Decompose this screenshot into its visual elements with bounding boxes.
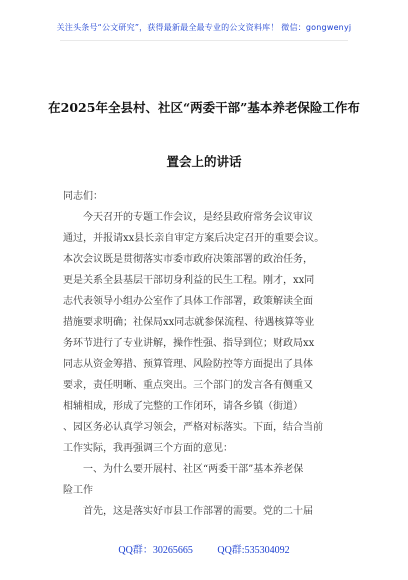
body-line: 同志们： bbox=[63, 191, 103, 202]
body-line: 、园区务必认真学习领会，严格对标落实。下面，结合当前 bbox=[63, 422, 323, 433]
speech-body bbox=[63, 186, 347, 522]
body-line: 同志从资金筹措、预算管理、风险防控等方面提出了具体 bbox=[63, 359, 313, 370]
footer-qq-group-1: QQ群：30265665 bbox=[118, 545, 193, 556]
body-line: 今天召开的专题工作会议，是经县政府常务会议审议 bbox=[63, 212, 313, 223]
footer-contact bbox=[0, 541, 408, 556]
body-line: 要求，责任明晰、重点突出。三个部门的发言各有侧重又 bbox=[63, 380, 313, 391]
body-line: 工作实际，我再强调三个方面的意见： bbox=[63, 443, 233, 454]
header-banner: 关注头条号“公文研究”，获得最新最全最专业的公文资料库！ 微信：gongwenyj bbox=[56, 23, 352, 32]
body-line: 一、为什么要开展村、社区“两委干部”基本养老保 bbox=[63, 464, 304, 475]
body-line: 措施要求明确；社保局xx同志就参保流程、待遇核算等业 bbox=[63, 317, 315, 328]
body-line: 首先，这是落实好市县工作部署的需要。党的二十届 bbox=[63, 506, 313, 517]
body-line: 本次会议既是贯彻落实市委市政府决策部署的政治任务， bbox=[63, 254, 313, 265]
footer-qq-group-2: QQ群:535304092 bbox=[217, 545, 290, 556]
body-line: 险工作 bbox=[63, 485, 93, 496]
document-title-line-1: 在2025年全县村、社区“两委干部”基本养老保险工作布 bbox=[48, 100, 360, 115]
header-divider bbox=[60, 40, 348, 41]
body-line: 志代表领导小组办公室作了具体工作部署，政策解读全面 bbox=[63, 296, 313, 307]
body-line: 相辅相成，形成了完整的工作闭环，请各乡镇（街道） bbox=[63, 401, 303, 412]
document-title-line-2: 置会上的讲话 bbox=[166, 154, 242, 169]
body-line: 更是关系全县基层干部切身利益的民生工程。刚才，xx同 bbox=[63, 275, 315, 286]
body-line: 务环节进行了专业讲解，操作性强、指导到位；财政局xx bbox=[63, 338, 315, 349]
body-line: 通过，并报请xx县长亲自审定方案后决定召开的重要会议。 bbox=[63, 233, 325, 244]
